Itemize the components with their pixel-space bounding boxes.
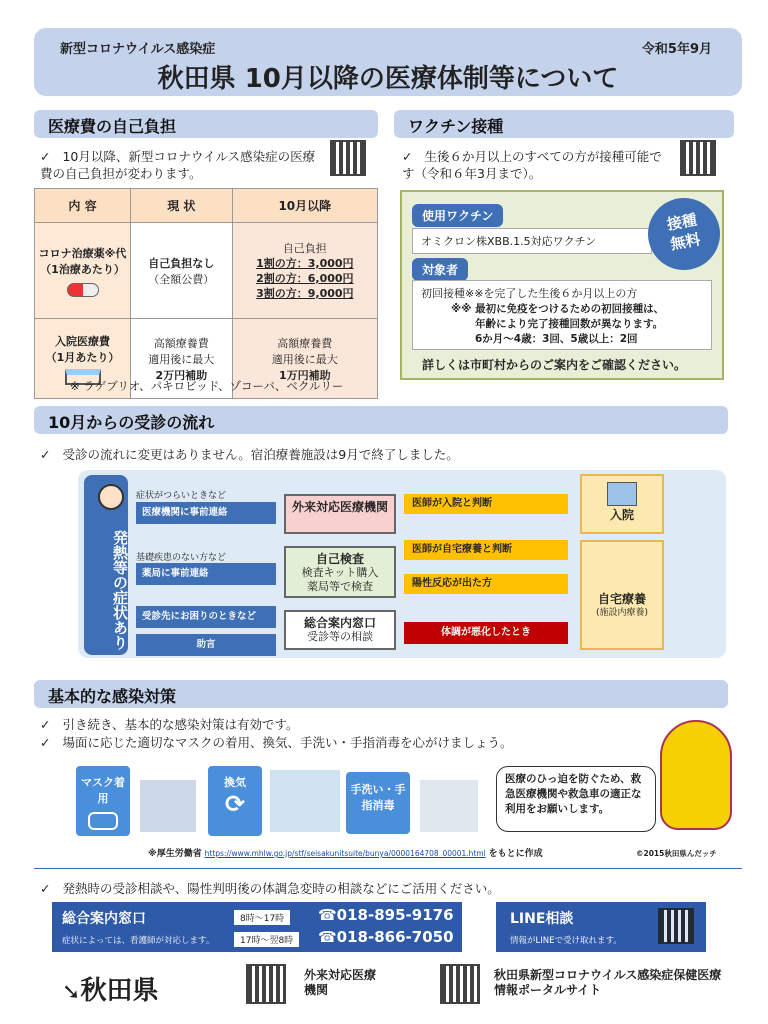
page-title: 秋田県 10月以降の医療体制等について bbox=[157, 64, 619, 94]
vaccine-tag: 使用ワクチン bbox=[412, 204, 503, 227]
qr-code-icon[interactable] bbox=[440, 964, 480, 1004]
row1-after-title: 自己負担 bbox=[282, 241, 327, 255]
qr2-label: 秋田県新型コロナウイルス感染症保健医療情報ポータルサイト bbox=[494, 968, 722, 997]
row2-after-3: 1万円補助 bbox=[278, 368, 331, 382]
line-panel[interactable] bbox=[496, 902, 706, 952]
vaccine-name: オミクロン株XBB.1.5対応ワクチン bbox=[412, 228, 652, 254]
source-pre: ※厚生労働省 bbox=[148, 849, 202, 859]
building-icon bbox=[140, 780, 196, 832]
row1-after-2: 2割の方：6,000円 bbox=[256, 271, 354, 285]
target-note-2: 年齢により完了接種回数が異なります。 bbox=[475, 318, 664, 330]
vent-label: 換気 bbox=[224, 776, 246, 789]
hospital-icon bbox=[607, 482, 637, 506]
source-post: をもとに作成 bbox=[488, 849, 543, 859]
basic-note-1: ✓ 引き続き、基本的な感染対策は有効です。 bbox=[40, 716, 299, 733]
row1-after-3: 3割の方：9,000円 bbox=[256, 286, 354, 300]
col-current: 現 状 bbox=[131, 189, 233, 223]
line-title: LINE相談 bbox=[510, 911, 574, 927]
qr1-label: 外来対応医療機関 bbox=[304, 968, 377, 997]
source-link[interactable]: https://www.mhlw.go.jp/stf/seisakunitsuite/bunya/0000164708_00001.html bbox=[204, 849, 486, 858]
line-sub: 情報がLINEで受け取れます。 bbox=[510, 936, 622, 946]
target-note-3: 6か月～4歳：3回、5歳以上：2回 bbox=[475, 333, 638, 345]
target-text: 初回接種※※を完了した生後６か月以上の方 bbox=[421, 287, 638, 300]
home-box bbox=[580, 540, 664, 650]
phone-night[interactable]: ☎018-866-7050 bbox=[318, 928, 454, 946]
target-note-1: ※※ 最初に免疫をつけるための初回接種は、 bbox=[451, 303, 665, 315]
basic-section-title: 基本的な感染対策 bbox=[34, 680, 728, 708]
consult-sub: 受診等の相談 bbox=[307, 630, 373, 643]
row2-current-3: 2万円補助 bbox=[155, 368, 208, 382]
header-subtitle: 新型コロナウイルス感染症 bbox=[60, 42, 216, 57]
badge-line-2: 無料 bbox=[669, 230, 702, 254]
speech-bubble: 医療のひっ迫を防ぐため、救急医療機関や救急車の適正な利用をお願いします。 bbox=[496, 766, 656, 832]
qr-code-icon[interactable] bbox=[680, 140, 716, 176]
divider bbox=[34, 868, 742, 869]
window-icon bbox=[270, 770, 340, 832]
target-box bbox=[412, 280, 712, 350]
arrow3: 受診先にお困りのときなど bbox=[136, 606, 276, 628]
selftest-sub2: 薬局等で検査 bbox=[307, 580, 373, 593]
home-label: 自宅療養 bbox=[597, 592, 646, 606]
row1-current: 自己負担なし bbox=[148, 256, 215, 270]
row1-label-sub: （1治療あたり） bbox=[40, 262, 125, 276]
mascot-icon bbox=[660, 720, 732, 830]
vent-box bbox=[208, 766, 262, 836]
akita-logo: ➘秋田県 bbox=[62, 976, 159, 1006]
arrow4: 助言 bbox=[136, 634, 276, 656]
col-content: 内 容 bbox=[35, 189, 131, 223]
selftest-title: 自己検査 bbox=[315, 552, 364, 566]
patient-icon bbox=[98, 484, 124, 510]
arrow-home: 医師が自宅療養と判断 bbox=[404, 540, 568, 560]
flow-note: ✓ 受診の流れに変更はありません。宿泊療養施設は9月で終了しました。 bbox=[40, 446, 459, 463]
row1-current-sub: （全額公費） bbox=[148, 272, 215, 286]
row2-current-2: 適用後に最大 bbox=[148, 352, 215, 366]
pill-icon bbox=[67, 283, 99, 297]
target-tag: 対象者 bbox=[412, 258, 468, 281]
refresh-icon: ⟳ bbox=[224, 790, 246, 818]
phone-day[interactable]: ☎018-895-9176 bbox=[318, 906, 454, 924]
row2-label: 入院医療費 bbox=[55, 334, 110, 348]
consult-title: 総合案内窓口 bbox=[303, 616, 376, 630]
home-sub: (施設内療養) bbox=[595, 608, 649, 618]
consult-window-title: 総合案内窓口 bbox=[62, 911, 146, 927]
vaccine-footer: 詳しくは市町村からのご案内をご確認ください。 bbox=[422, 358, 687, 372]
row2-label-sub: （1月あたり） bbox=[45, 350, 120, 364]
vaccine-section-title: ワクチン接種 bbox=[394, 110, 734, 138]
basic-note-2: ✓ 場面に応じた適切なマスクの着用、換気、手洗い・手指消毒を心がけましょう。 bbox=[40, 734, 640, 751]
arrow1-top: 症状がつらいときなど bbox=[136, 491, 227, 501]
header-date: 令和5年9月 bbox=[641, 42, 712, 57]
mask-icon bbox=[88, 812, 118, 830]
arrow-worse: 体調が悪化したとき bbox=[404, 622, 568, 644]
qr-code-icon[interactable] bbox=[658, 908, 694, 944]
qr-code-icon[interactable] bbox=[246, 964, 286, 1004]
mask-box bbox=[76, 766, 130, 836]
selftest-box bbox=[284, 546, 396, 598]
wash-box: 手洗い・手指消毒 bbox=[346, 772, 410, 834]
col-after: 10月以降 bbox=[232, 189, 377, 223]
fever-label: 発熱等の症状あり bbox=[84, 475, 128, 655]
copyright: ©2015秋田県んだッチ bbox=[636, 849, 717, 858]
hospital-label: 入院 bbox=[609, 508, 634, 522]
arrow2: 薬局に事前連絡 bbox=[136, 563, 276, 585]
source-line bbox=[148, 846, 543, 859]
arrow1: 医療機関に事前連絡 bbox=[136, 502, 276, 524]
arrow-hospital: 医師が入院と判断 bbox=[404, 494, 568, 514]
cost-table bbox=[34, 188, 378, 399]
qr-code-icon[interactable] bbox=[330, 140, 366, 176]
hours-night: 17時～翌8時 bbox=[234, 932, 299, 947]
logo-text: 秋田県 bbox=[80, 976, 159, 1006]
badge-line-1: 接種 bbox=[665, 210, 699, 234]
hours-day: 8時～17時 bbox=[234, 910, 290, 925]
mask-label: マスク着用 bbox=[81, 776, 125, 805]
row2-after-1: 高額療養費 bbox=[277, 336, 333, 350]
row1-after-1: 1割の方：3,000円 bbox=[256, 256, 354, 270]
sanitizer-icon bbox=[420, 780, 478, 832]
arrow-positive: 陽性反応が出た方 bbox=[404, 574, 568, 594]
header-banner bbox=[34, 28, 742, 96]
consult-window-sub: 症状によっては、看護師が対応します。 bbox=[62, 936, 215, 946]
cost-note: ✓ 10月以降、新型コロナウイルス感染症の医療費の自己負担が変わります。 bbox=[40, 148, 320, 182]
hospital-box bbox=[580, 474, 664, 534]
vaccine-note: ✓ 生後６か月以上のすべての方が接種可能です（令和６年3月まで）。 bbox=[402, 148, 672, 182]
row1-label: コロナ治療薬※代 bbox=[38, 246, 127, 260]
consult-box bbox=[284, 610, 396, 650]
flow-section-title: 10月からの受診の流れ bbox=[34, 406, 728, 434]
row2-after-2: 適用後に最大 bbox=[271, 352, 338, 366]
arrow2-top: 基礎疾患のない方など bbox=[136, 553, 227, 563]
selftest-sub1: 検査キット購入 bbox=[301, 566, 379, 579]
contact-note: ✓ 発熱時の受診相談や、陽性判明後の体調急変時の相談などにご活用ください。 bbox=[40, 880, 500, 897]
consult-window-panel bbox=[52, 902, 462, 952]
cost-footnote: ※ ラゲブリオ、パキロビッド、ゾコーバ、ベクルリー bbox=[70, 379, 344, 393]
cost-section-title: 医療費の自己負担 bbox=[34, 110, 378, 138]
row2-current-1: 高額療養費 bbox=[153, 336, 209, 350]
outpatient-box: 外来対応医療機関 bbox=[284, 494, 396, 534]
